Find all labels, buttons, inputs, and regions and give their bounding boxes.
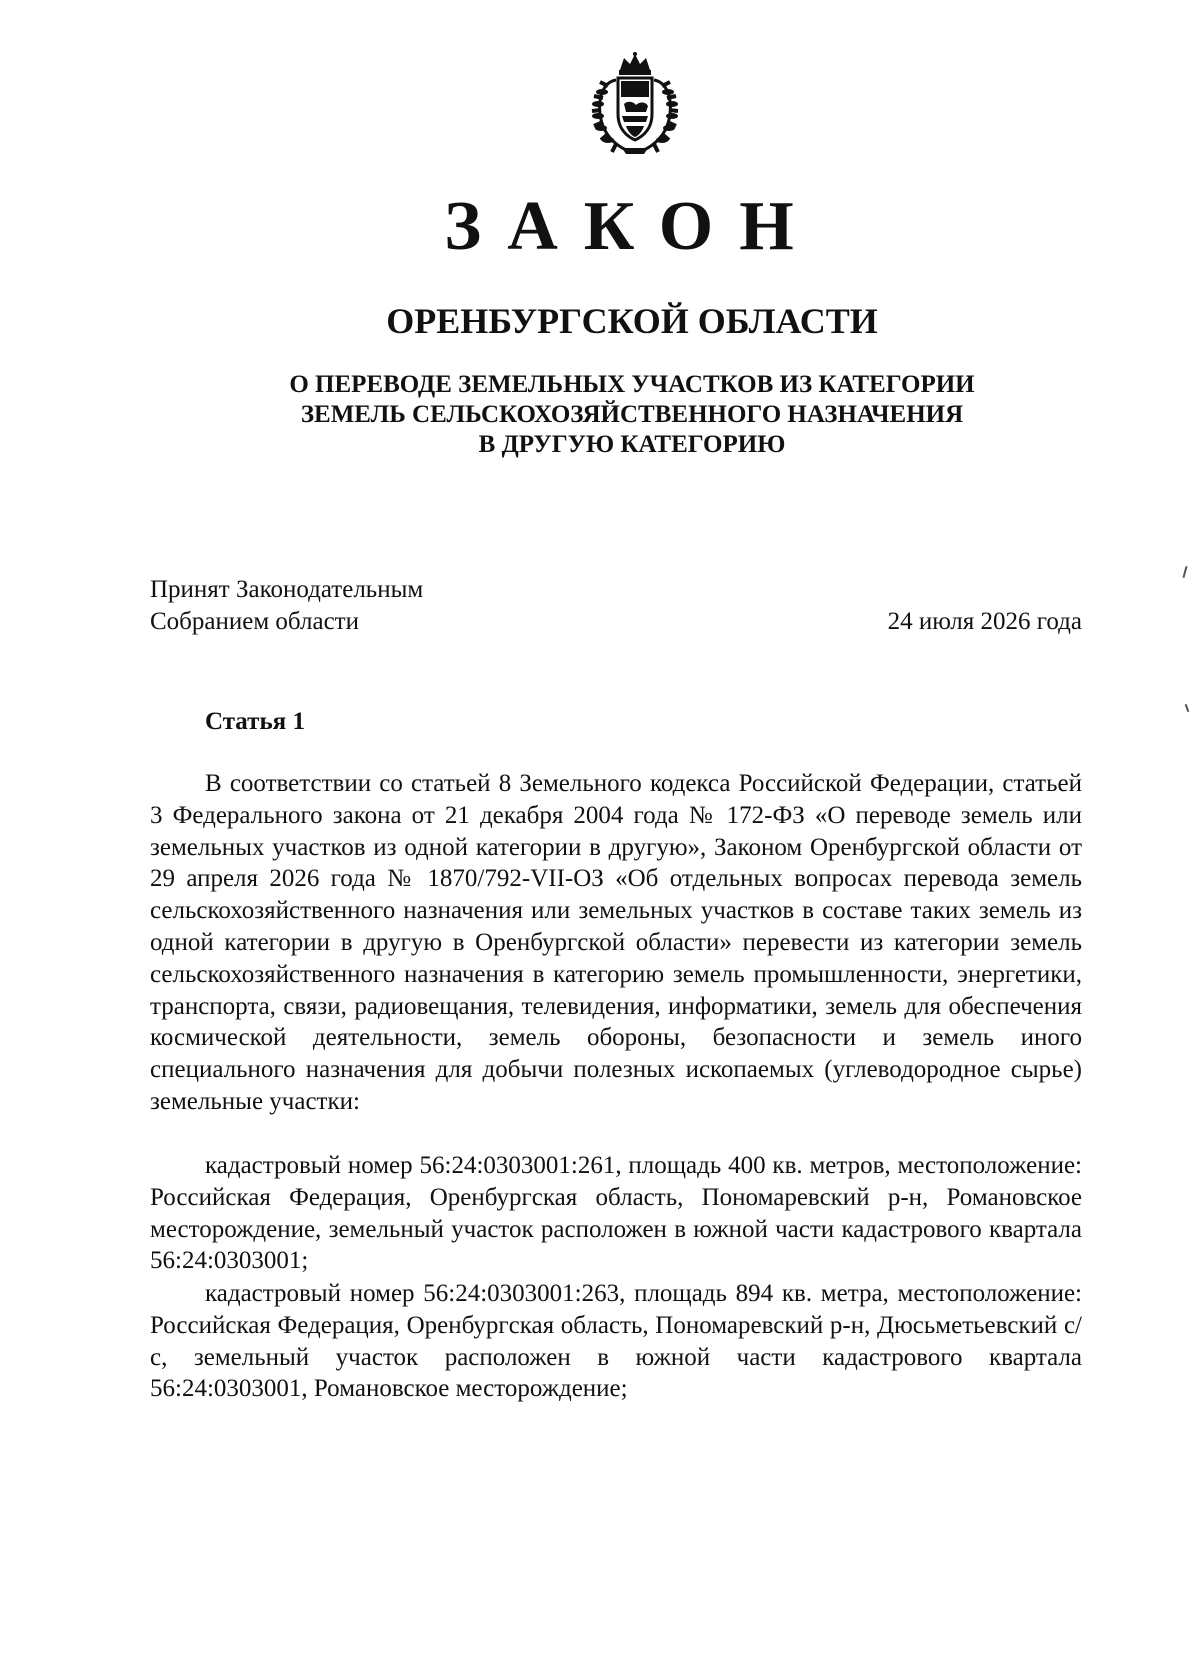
scan-artifact: [1182, 566, 1187, 578]
coat-of-arms-icon: [586, 52, 684, 156]
law-name-line: О ПЕРЕВОДЕ ЗЕМЕЛЬНЫХ УЧАСТКОВ ИЗ КАТЕГОРИИ: [289, 371, 975, 398]
law-name-line: ЗЕМЕЛЬ СЕЛЬСКОХОЗЯЙСТВЕННОГО НАЗНАЧЕНИЯ: [300, 401, 964, 428]
article-heading: Статья 1: [205, 708, 305, 735]
paragraph-text: В соответствии со статьей 8 Земельного кодекса Российской Федерации, статьей 3 Федерального закона от 21 декабря 2004 года № 172-ФЗ «О переводе земель или земельных участков из одной категории в другую», Законом Оренбургской области от 29 апреля 2026 года № 1870/792-VII-ОЗ «Об отдельных вопросах перевода земель сельскохозяйственного назначения или земельных участков в составе таких земель из одной категории в другую в Оренбургской области» перевести из категории земель сельскохозяйственного назначения в категорию земель промышленности, энергетики, транспорта, связи, радиовещания, телевидения, информатики, земель для обеспечения космической деятельности, земель обороны, безопасности и земель иного специального назначения для добычи полезных ископаемых (углеводородное сырье) земельные участки:: [150, 770, 1082, 1115]
paragraph-text: кадастровый номер 56:24:0303001:263, площадь 894 кв. метра, местоположение: Российская Федерация, Оренбургская область, Пономаревский р-н, Дюсьметьевский с/с, земельный участок расположен в южной части кадастрового квартала 56:24:0303001, Романовское месторождение;: [150, 1280, 1082, 1403]
document-title: ЗАКОН: [444, 188, 820, 265]
adoption-line: Принят Законодательным: [150, 576, 424, 603]
article-paragraph: [150, 1278, 1082, 1405]
adoption-line: Собранием области: [150, 608, 359, 635]
document-subtitle: ОРЕНБУРГСКОЙ ОБЛАСТИ: [386, 301, 878, 341]
article-paragraph: [150, 768, 1082, 1118]
law-name: [0, 370, 1200, 460]
adoption-statement: [150, 574, 423, 638]
scan-artifact: [1185, 704, 1190, 712]
paragraph-text: кадастровый номер 56:24:0303001:261, площадь 400 кв. метров, местоположение: Российская Федерация, Оренбургская область, Пономаревский р-н, Романовское месторождение, земельный участок расположен в южной части кадастрового квартала 56:24:0303001;: [150, 1152, 1082, 1275]
article-paragraph: [150, 1150, 1082, 1277]
law-name-line: В ДРУГУЮ КАТЕГОРИЮ: [478, 431, 786, 458]
adoption-date: 24 июля 2026 года: [887, 608, 1082, 635]
